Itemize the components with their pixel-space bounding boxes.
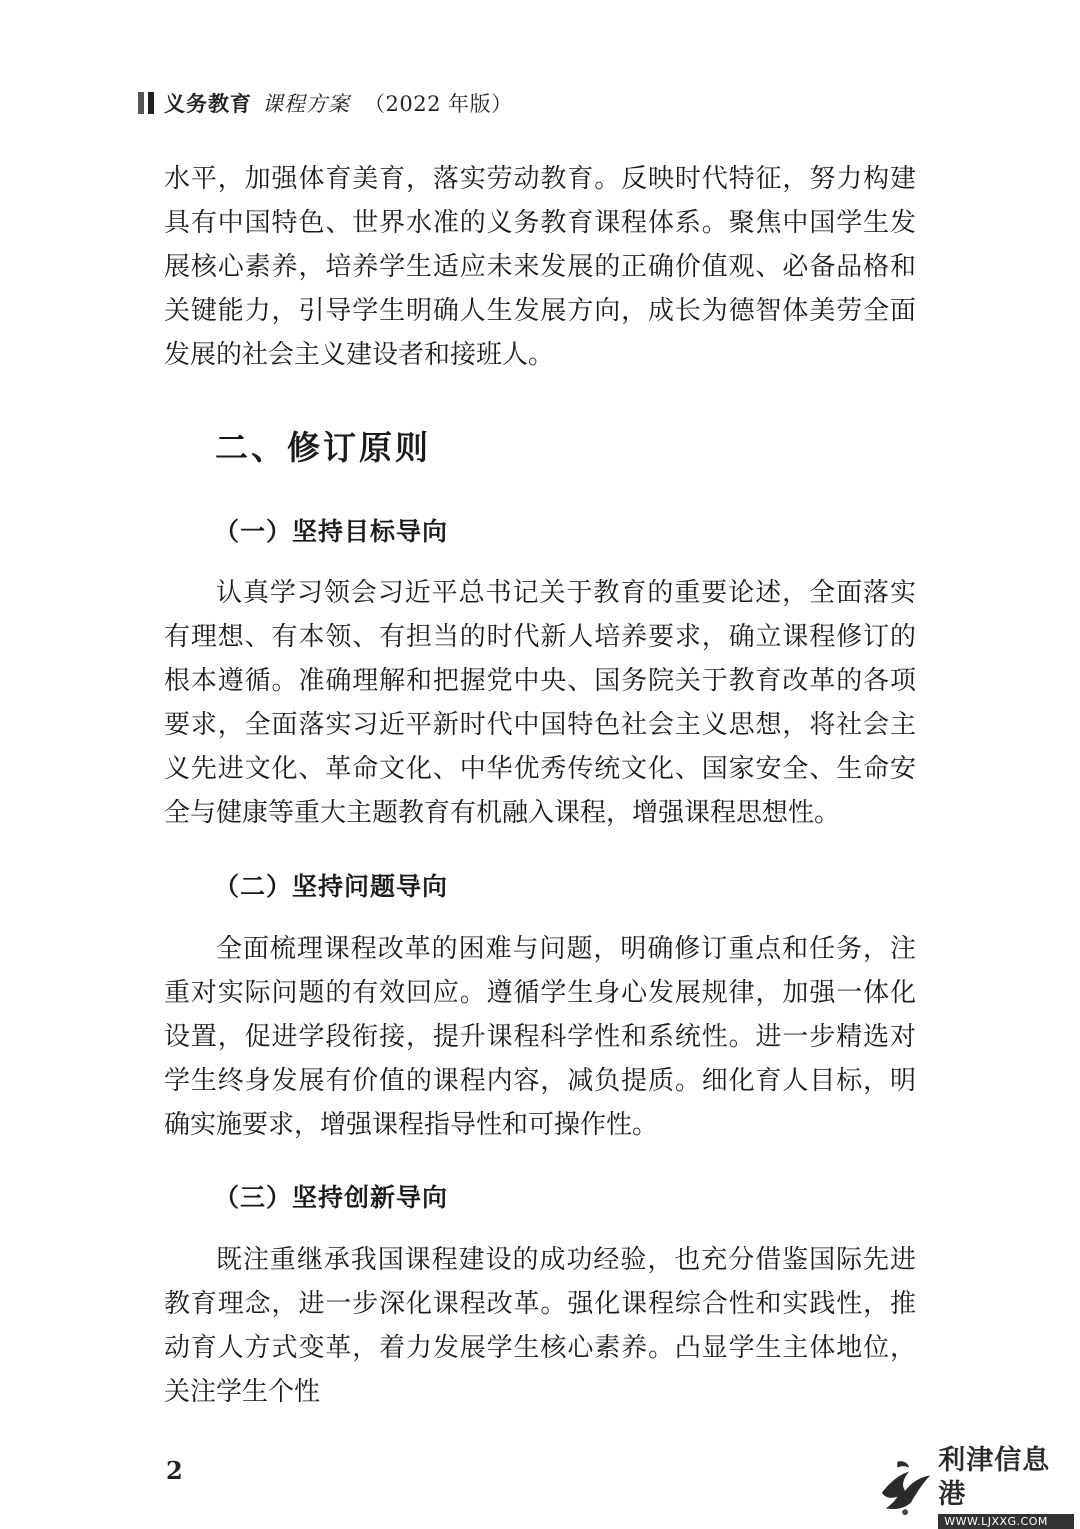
header-year: （2022 年版） <box>364 92 513 116</box>
subsection-paragraph-2: 全面梳理课程改革的困难与问题，明确修订重点和任务，注重对实际问题的有效回应。遵循学生身心发展规律，加强一体化设置，促进学段衔接，提升课程科学性和系统性。进一步精选对学生终身发展有价值的课程内容，减负提质。细化育人目标，明确实施要求，增强课程指导性和可操作性。 <box>164 934 916 1140</box>
subsection-paragraph-1: 认真学习领会习近平总书记关于教育的重要论述，全面落实有理想、有本领、有担当的时代新人培养要求，确立课程修订的根本遵循。准确理解和把握党中央、国务院关于教育改革的各项要求，全面落实习近平新时代中国特色社会主义思想，将社会主义先进文化、革命文化、中华优秀传统文化、国家安全、生命安全与健康等重大主题教育有机融入课程，增强课程思想性。 <box>164 578 916 828</box>
subsection-heading-1: （一）坚持目标导向 <box>214 517 449 546</box>
bird-logo-icon <box>876 1453 934 1519</box>
watermark-name: 利津信息港 <box>938 1444 1051 1510</box>
section-title: 二、修订原则 <box>215 428 431 467</box>
header-bars-icon <box>138 92 154 114</box>
page-number: 2 <box>166 1456 183 1485</box>
watermark <box>876 1444 1074 1528</box>
subsection-heading-2: （二）坚持问题导向 <box>214 872 449 901</box>
intro-paragraph: 水平，加强体育美育，落实劳动教育。反映时代特征，努力构建具有中国特色、世界水准的义务教育课程体系。聚焦中国学生发展核心素养，培养学生适应未来发展的正确价值观、必备品格和关键能力，引导学生明确人生发展方向，成长为德智体美劳全面发展的社会主义建设者和接班人。 <box>164 164 916 370</box>
header-subtitle: 课程方案 <box>262 92 350 116</box>
subsection-paragraph-3: 既注重继承我国课程建设的成功经验，也充分借鉴国际先进教育理念，进一步深化课程改革。强化课程综合性和实践性，推动育人方式变革，着力发展学生核心素养。凸显学生主体地位，关注学生个性 <box>164 1245 916 1407</box>
watermark-url: WWW.LJXXG.COM <box>938 1514 1074 1529</box>
subsection-heading-3: （三）坚持创新导向 <box>214 1183 449 1212</box>
running-header <box>138 86 513 120</box>
header-title: 义务教育 <box>164 92 252 116</box>
